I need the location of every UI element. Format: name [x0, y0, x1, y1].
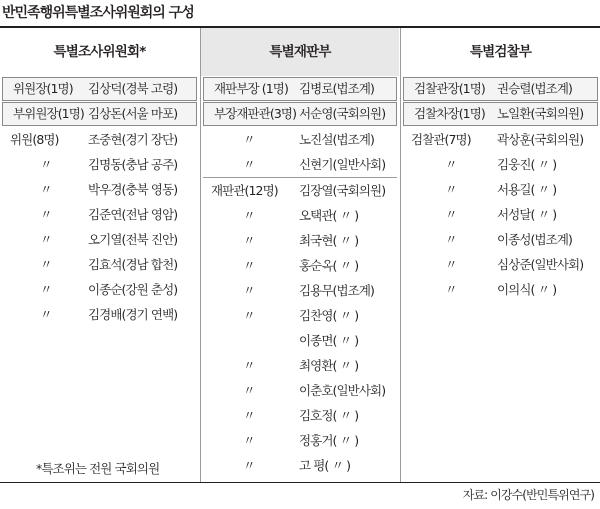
role-label: 검찰관(7명) — [411, 132, 471, 147]
prosecution-column — [401, 28, 600, 302]
committee-column — [0, 28, 199, 327]
ditto-mark: 〃 — [243, 208, 255, 223]
member-name: 김준연(전남 영암) — [88, 207, 178, 222]
member-name: 김상덕(경북 고령) — [88, 81, 178, 96]
ditto-mark: 〃 — [445, 257, 457, 272]
column-heading: 특별조사위원회* — [53, 44, 146, 60]
member-row — [401, 252, 600, 277]
ditto-mark: 〃 — [243, 233, 255, 248]
member-row — [403, 77, 598, 101]
member-name: 이종면( 〃 ) — [299, 333, 359, 348]
member-row — [0, 277, 199, 302]
role-label: 재판부장 (1명) — [214, 81, 288, 96]
member-row — [201, 253, 399, 278]
ditto-mark: 〃 — [243, 358, 255, 373]
member-name: 고 평( 〃 ) — [299, 458, 351, 473]
member-name: 김웅진( 〃 ) — [497, 157, 557, 172]
member-row — [2, 77, 197, 101]
member-row — [201, 353, 399, 378]
row-list — [401, 77, 600, 302]
member-row — [0, 227, 199, 252]
member-row — [201, 228, 399, 253]
member-row — [0, 127, 199, 152]
member-name: 심상준(일반사회) — [497, 257, 584, 272]
member-row — [401, 202, 600, 227]
member-row — [201, 378, 399, 403]
ditto-mark: 〃 — [40, 257, 52, 272]
member-row — [401, 277, 600, 302]
member-name: 서용길( 〃 ) — [497, 182, 557, 197]
member-name: 오기열(전북 진안) — [88, 232, 178, 247]
ditto-mark: 〃 — [243, 258, 255, 273]
member-name: 곽상훈(국회의원) — [497, 132, 584, 147]
member-name: 김명동(충남 공주) — [88, 157, 178, 172]
member-row — [0, 177, 199, 202]
member-name: 홍순옥( 〃 ) — [299, 258, 359, 273]
member-row — [203, 102, 397, 126]
row-list — [0, 77, 199, 327]
member-name: 김병로(법조계) — [299, 81, 375, 96]
member-name: 노일환(국회의원) — [497, 106, 584, 121]
member-row — [0, 152, 199, 177]
ditto-mark: 〃 — [243, 132, 255, 147]
member-row — [201, 428, 399, 453]
ditto-mark: 〃 — [243, 308, 255, 323]
member-row — [401, 177, 600, 202]
ditto-mark: 〃 — [40, 157, 52, 172]
member-name: 노진설(법조계) — [299, 132, 375, 147]
ditto-mark: 〃 — [243, 283, 255, 298]
role-label: 재판관(12명) — [211, 183, 278, 198]
member-name: 김경배(경기 연백) — [88, 307, 178, 322]
member-name: 최영환( 〃 ) — [299, 358, 359, 373]
role-label: 위원(8명) — [10, 132, 59, 147]
member-name: 김효석(경남 합천) — [88, 257, 178, 272]
member-name: 이춘호(일반사회) — [299, 383, 386, 398]
member-row — [0, 302, 199, 327]
member-row — [403, 102, 598, 126]
member-name: 권승렬(법조계) — [497, 81, 573, 96]
member-row — [0, 252, 199, 277]
ditto-mark: 〃 — [243, 383, 255, 398]
member-name: 이종성(법조계) — [497, 232, 573, 247]
member-name: 이의식( 〃 ) — [497, 282, 557, 297]
member-name: 김장열(국회의원) — [299, 183, 386, 198]
member-name: 이종순(강원 춘성) — [88, 282, 178, 297]
member-name: 신현기(일반사회) — [299, 157, 386, 172]
source-credit: 자료: 이강수(반민특위연구) — [462, 488, 594, 502]
member-name: 최국현( 〃 ) — [299, 233, 359, 248]
column-heading: 특별재판부 — [201, 28, 399, 76]
ditto-mark: 〃 — [40, 182, 52, 197]
member-row — [201, 127, 399, 152]
ditto-mark: 〃 — [243, 157, 255, 172]
ditto-mark: 〃 — [40, 207, 52, 222]
member-name: 김호정( 〃 ) — [299, 408, 359, 423]
ditto-mark: 〃 — [243, 408, 255, 423]
footnote: *특조위는 전원 국회의원 — [36, 461, 160, 476]
member-name: 정홍거( 〃 ) — [299, 433, 359, 448]
member-row — [401, 227, 600, 252]
member-name: 조중현(경기 장단) — [88, 132, 178, 147]
member-row — [201, 278, 399, 303]
role-label: 검찰관장(1명) — [414, 81, 485, 96]
member-row — [401, 152, 600, 177]
row-list — [201, 77, 399, 478]
member-row — [0, 202, 199, 227]
ditto-mark: 〃 — [243, 458, 255, 473]
member-row — [201, 403, 399, 428]
role-label: 부장재판관(3명) — [214, 106, 297, 121]
member-row — [201, 152, 399, 177]
member-name: 서성달( 〃 ) — [497, 207, 557, 222]
member-row — [203, 77, 397, 101]
member-row — [201, 178, 399, 203]
ditto-mark: 〃 — [445, 232, 457, 247]
member-name: 박우경(충북 영동) — [88, 182, 178, 197]
ditto-mark: 〃 — [40, 307, 52, 322]
member-row — [201, 453, 399, 478]
page-title: 반민족행위특별조사위원회의 구성 — [2, 5, 194, 21]
ditto-mark: 〃 — [445, 207, 457, 222]
member-name: 김상돈(서울 마포) — [88, 106, 178, 121]
column-heading: 특별검찰부 — [469, 44, 532, 60]
ditto-mark: 〃 — [40, 232, 52, 247]
bottom-rule — [0, 482, 600, 483]
member-name: 오택관( 〃 ) — [299, 208, 359, 223]
role-label: 부위원장(1명) — [13, 106, 84, 121]
role-label: 위원장(1명) — [13, 81, 73, 96]
member-row — [201, 203, 399, 228]
ditto-mark: 〃 — [40, 282, 52, 297]
role-label: 검찰차장(1명) — [414, 106, 485, 121]
member-row — [201, 303, 399, 328]
member-row — [2, 102, 197, 126]
ditto-mark: 〃 — [243, 433, 255, 448]
court-column — [201, 28, 399, 478]
ditto-mark: 〃 — [445, 157, 457, 172]
member-row — [201, 328, 399, 353]
ditto-mark: 〃 — [445, 282, 457, 297]
ditto-mark: 〃 — [445, 182, 457, 197]
member-row — [401, 127, 600, 152]
member-name: 김용무(법조계) — [299, 283, 375, 298]
member-name: 서순영(국회의원) — [299, 106, 386, 121]
member-name: 김찬영( 〃 ) — [299, 308, 359, 323]
